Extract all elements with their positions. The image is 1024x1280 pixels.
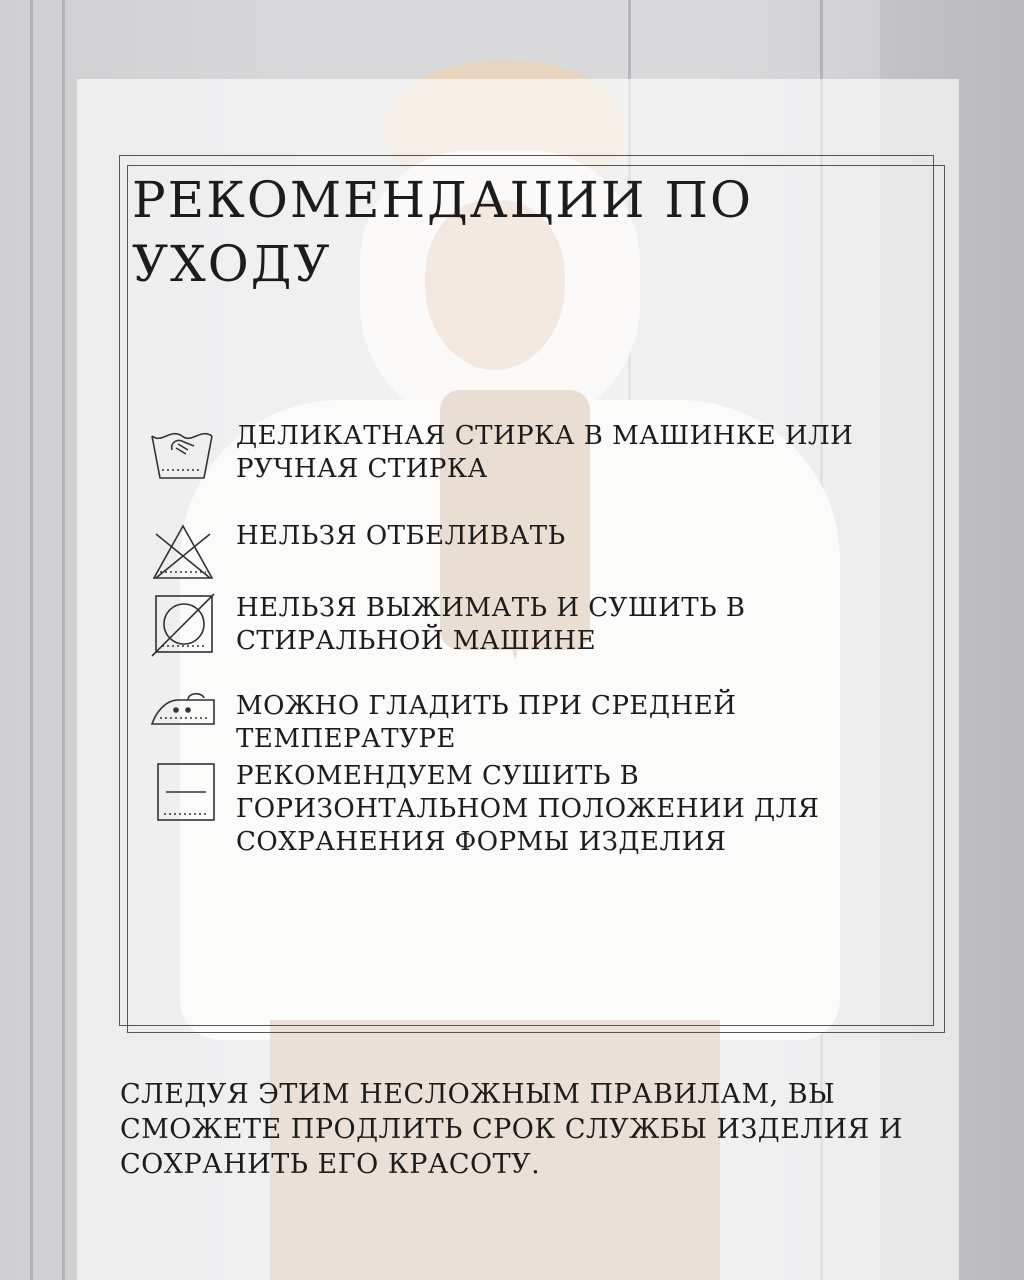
dry-flat-icon — [148, 760, 218, 830]
care-item-text: МОЖНО ГЛАДИТЬ ПРИ СРЕДНЕЙ ТЕМПЕРАТУРЕ — [236, 691, 737, 754]
page-title: РЕКОМЕНДАЦИИ ПО УХОДУ — [132, 171, 753, 293]
care-item-text: НЕЛЬЗЯ ВЫЖИМАТЬ И СУШИТЬ В СТИРАЛЬНОЙ МАШИНЕ — [236, 593, 746, 656]
care-item-text: ДЕЛИКАТНАЯ СТИРКА В МАШИНКЕ ИЛИ РУЧНАЯ СТИРКА — [236, 421, 854, 484]
hand-wash-icon — [148, 420, 218, 490]
care-item-text: НЕЛЬЗЯ ОТБЕЛИВАТЬ — [236, 521, 566, 551]
care-item-text: РЕКОМЕНДУЕМ СУШИТЬ В ГОРИЗОНТАЛЬНОМ ПОЛОЖЕНИИ ДЛЯ СОХРАНЕНИЯ ФОРМЫ ИЗДЕЛИЯ — [236, 761, 820, 857]
no-bleach-icon — [148, 520, 218, 590]
footer-note: СЛЕДУЯ ЭТИМ НЕСЛОЖНЫМ ПРАВИЛАМ, ВЫ СМОЖЕТЕ ПРОДЛИТЬ СРОК СЛУЖБЫ ИЗДЕЛИЯ И СОХРАНИТЬ ЕГО КРАСОТУ. — [120, 1079, 903, 1180]
iron-medium-icon — [148, 690, 218, 760]
no-tumble-dry-icon — [148, 592, 218, 662]
